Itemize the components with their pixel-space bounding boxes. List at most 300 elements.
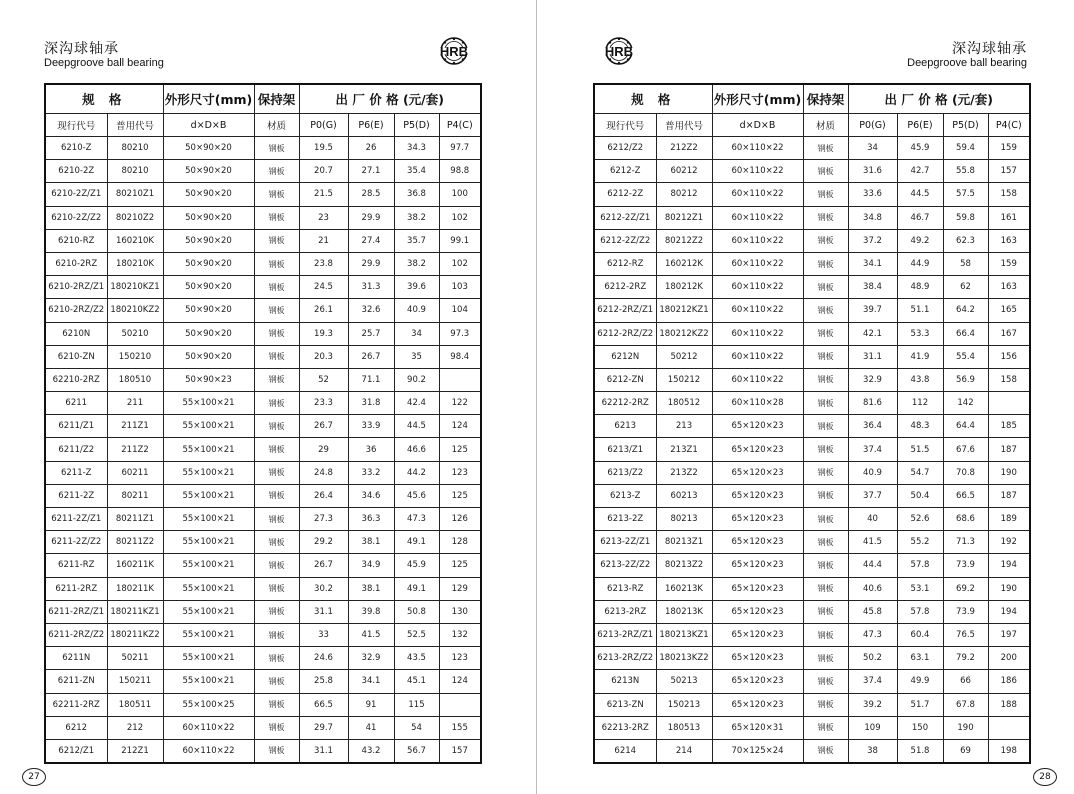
cell-current-code: 6213-2Z/Z1	[594, 531, 656, 554]
table-row	[45, 531, 481, 554]
cell-dimensions: 65×120×31	[712, 716, 803, 739]
table-row	[594, 276, 1030, 299]
cell-dimensions: 60×110×22	[163, 739, 254, 763]
price-table	[44, 83, 482, 764]
cell-p4: 197	[988, 623, 1030, 646]
cell-p6: 26	[348, 137, 394, 160]
table-row	[594, 693, 1030, 716]
col-p4: P4(C)	[439, 114, 481, 137]
page-title-cn: 深沟球轴承	[44, 41, 119, 57]
table-row	[594, 322, 1030, 345]
cell-dimensions: 60×110×22	[712, 229, 803, 252]
cell-current-code: 6212N	[594, 345, 656, 368]
table-row	[45, 345, 481, 368]
cell-p5: 34.3	[394, 137, 439, 160]
cell-common-code: 213Z2	[656, 461, 712, 484]
cell-dimensions: 55×100×21	[163, 438, 254, 461]
col-common-code: 普用代号	[656, 114, 712, 137]
cell-p4: 159	[988, 252, 1030, 275]
cell-p5: 36.8	[394, 183, 439, 206]
cell-material: 钢板	[254, 252, 299, 275]
cell-dimensions: 65×120×23	[712, 508, 803, 531]
cell-dimensions: 60×110×22	[712, 183, 803, 206]
header-price: 出 厂 价 格 (元/套)	[299, 84, 481, 114]
col-dimensions: d×D×B	[712, 114, 803, 137]
cell-p6: 33.9	[348, 415, 394, 438]
cell-current-code: 6213-2RZ/Z2	[594, 647, 656, 670]
cell-p0: 37.2	[848, 229, 897, 252]
cell-p0: 34	[848, 137, 897, 160]
cell-p5: 55.8	[943, 160, 988, 183]
cell-p6: 45.9	[897, 137, 943, 160]
cell-p6: 43.2	[348, 739, 394, 763]
table-row	[594, 600, 1030, 623]
cell-p4: 98.8	[439, 160, 481, 183]
cell-common-code: 211	[107, 392, 163, 415]
cell-common-code: 214	[656, 739, 712, 763]
table-row	[45, 484, 481, 507]
cell-current-code: 6213/Z2	[594, 461, 656, 484]
cell-common-code: 211Z1	[107, 415, 163, 438]
cell-p4: 128	[439, 531, 481, 554]
table-row	[594, 670, 1030, 693]
cell-p0: 39.7	[848, 299, 897, 322]
cell-p4	[988, 716, 1030, 739]
cell-material: 钢板	[803, 229, 848, 252]
cell-dimensions: 65×120×23	[712, 554, 803, 577]
cell-material: 钢板	[803, 252, 848, 275]
cell-p6: 39.8	[348, 600, 394, 623]
page-title-en: Deepgroove ball bearing	[44, 57, 164, 69]
cell-p4: 186	[988, 670, 1030, 693]
cell-p6: 60.4	[897, 623, 943, 646]
cell-p5: 56.7	[394, 739, 439, 763]
table-row	[45, 670, 481, 693]
col-material: 材质	[254, 114, 299, 137]
table-row	[594, 183, 1030, 206]
cell-p4: 100	[439, 183, 481, 206]
cell-p0: 66.5	[299, 693, 348, 716]
cell-material: 钢板	[254, 392, 299, 415]
cell-p0: 20.7	[299, 160, 348, 183]
table-row	[594, 438, 1030, 461]
cell-p0: 40.6	[848, 577, 897, 600]
col-current-code: 现行代号	[594, 114, 656, 137]
cell-p5: 54	[394, 716, 439, 739]
cell-p0: 37.4	[848, 438, 897, 461]
cell-p6: 43.8	[897, 368, 943, 391]
cell-p5: 40.9	[394, 299, 439, 322]
cell-p0: 44.4	[848, 554, 897, 577]
cell-common-code: 80210Z1	[107, 183, 163, 206]
header-dims: 外形尺寸(mm)	[163, 84, 254, 114]
cell-p6: 34.1	[348, 670, 394, 693]
cell-material: 钢板	[803, 438, 848, 461]
cell-current-code: 6210-2RZ/Z1	[45, 276, 107, 299]
cell-common-code: 150213	[656, 693, 712, 716]
cell-dimensions: 50×90×20	[163, 276, 254, 299]
cell-dimensions: 60×110×22	[163, 716, 254, 739]
cell-p0: 26.1	[299, 299, 348, 322]
cell-dimensions: 50×90×20	[163, 252, 254, 275]
cell-p4: 123	[439, 461, 481, 484]
cell-p6: 150	[897, 716, 943, 739]
col-p0: P0(G)	[299, 114, 348, 137]
cell-common-code: 180211KZ2	[107, 623, 163, 646]
cell-dimensions: 55×100×21	[163, 531, 254, 554]
cell-common-code: 80213	[656, 508, 712, 531]
cell-p0: 41.5	[848, 531, 897, 554]
cell-p0: 32.9	[848, 368, 897, 391]
cell-material: 钢板	[254, 137, 299, 160]
cell-p6: 53.1	[897, 577, 943, 600]
cell-dimensions: 55×100×21	[163, 623, 254, 646]
cell-p0: 19.5	[299, 137, 348, 160]
cell-common-code: 150211	[107, 670, 163, 693]
cell-p4: 187	[988, 438, 1030, 461]
cell-p5: 73.9	[943, 600, 988, 623]
cell-p0: 24.8	[299, 461, 348, 484]
cell-current-code: 62210-2RZ	[45, 368, 107, 391]
cell-common-code: 150210	[107, 345, 163, 368]
cell-dimensions: 50×90×20	[163, 299, 254, 322]
cell-p5: 45.1	[394, 670, 439, 693]
cell-p6: 42.7	[897, 160, 943, 183]
cell-dimensions: 65×120×23	[712, 577, 803, 600]
cell-dimensions: 55×100×21	[163, 577, 254, 600]
table-row	[45, 322, 481, 345]
cell-material: 钢板	[803, 160, 848, 183]
cell-current-code: 6210-2Z/Z1	[45, 183, 107, 206]
table-row	[45, 183, 481, 206]
table-row	[45, 461, 481, 484]
cell-current-code: 6211-Z	[45, 461, 107, 484]
page-number: 28	[1033, 768, 1057, 786]
cell-material: 钢板	[254, 322, 299, 345]
cell-current-code: 6212	[45, 716, 107, 739]
page-number: 27	[22, 768, 46, 786]
cell-p0: 29.7	[299, 716, 348, 739]
cell-p0: 29.2	[299, 531, 348, 554]
cell-p0: 40.9	[848, 461, 897, 484]
cell-dimensions: 65×120×23	[712, 415, 803, 438]
cell-current-code: 6211/Z2	[45, 438, 107, 461]
cell-p4: 124	[439, 415, 481, 438]
cell-dimensions: 55×100×21	[163, 484, 254, 507]
cell-dimensions: 60×110×22	[712, 345, 803, 368]
cell-common-code: 180212K	[656, 276, 712, 299]
cell-common-code: 50212	[656, 345, 712, 368]
cell-current-code: 6213-2Z	[594, 508, 656, 531]
cell-p5: 59.4	[943, 137, 988, 160]
cell-p6: 51.1	[897, 299, 943, 322]
cell-current-code: 6211/Z1	[45, 415, 107, 438]
cell-p6: 44.9	[897, 252, 943, 275]
col-p4: P4(C)	[988, 114, 1030, 137]
cell-p5: 62.3	[943, 229, 988, 252]
cell-dimensions: 50×90×20	[163, 322, 254, 345]
cell-common-code: 80210	[107, 160, 163, 183]
cell-current-code: 6211-2Z/Z2	[45, 531, 107, 554]
cell-p6: 91	[348, 693, 394, 716]
cell-p6: 26.7	[348, 345, 394, 368]
cell-p4: 163	[988, 229, 1030, 252]
cell-p6: 53.3	[897, 322, 943, 345]
hrb-logo-icon	[595, 36, 643, 66]
cell-current-code: 62211-2RZ	[45, 693, 107, 716]
cell-material: 钢板	[254, 531, 299, 554]
cell-p6: 32.9	[348, 647, 394, 670]
cell-dimensions: 65×120×23	[712, 693, 803, 716]
cell-p5: 70.8	[943, 461, 988, 484]
cell-p6: 50.4	[897, 484, 943, 507]
cell-p0: 36.4	[848, 415, 897, 438]
table-row	[594, 647, 1030, 670]
cell-p0: 23.8	[299, 252, 348, 275]
cell-p5: 55.4	[943, 345, 988, 368]
cell-p5: 45.6	[394, 484, 439, 507]
cell-current-code: 6210-2Z	[45, 160, 107, 183]
table-row	[45, 392, 481, 415]
cell-current-code: 6211-2RZ/Z2	[45, 623, 107, 646]
cell-p4: 194	[988, 554, 1030, 577]
cell-p0: 24.5	[299, 276, 348, 299]
cell-current-code: 6210-Z	[45, 137, 107, 160]
cell-current-code: 6210-2RZ/Z2	[45, 299, 107, 322]
cell-common-code: 180513	[656, 716, 712, 739]
cell-current-code: 6212-2RZ/Z1	[594, 299, 656, 322]
cell-p5: 190	[943, 716, 988, 739]
cell-p0: 30.2	[299, 577, 348, 600]
col-p5: P5(D)	[943, 114, 988, 137]
cell-common-code: 212Z2	[656, 137, 712, 160]
cell-material: 钢板	[254, 508, 299, 531]
cell-p5: 52.5	[394, 623, 439, 646]
cell-p4: 125	[439, 438, 481, 461]
cell-p5: 50.8	[394, 600, 439, 623]
cell-p0: 34.8	[848, 206, 897, 229]
cell-p6: 46.7	[897, 206, 943, 229]
cell-dimensions: 55×100×21	[163, 415, 254, 438]
cell-dimensions: 55×100×25	[163, 693, 254, 716]
cell-dimensions: 60×110×22	[712, 299, 803, 322]
cell-p5: 45.9	[394, 554, 439, 577]
cell-material: 钢板	[254, 368, 299, 391]
cell-p5: 66	[943, 670, 988, 693]
cell-p4: 125	[439, 484, 481, 507]
cell-common-code: 160211K	[107, 554, 163, 577]
cell-dimensions: 60×110×22	[712, 368, 803, 391]
cell-common-code: 50210	[107, 322, 163, 345]
cell-p4: 157	[988, 160, 1030, 183]
cell-p6: 71.1	[348, 368, 394, 391]
cell-p5: 35.4	[394, 160, 439, 183]
cell-p0: 40	[848, 508, 897, 531]
cell-common-code: 50211	[107, 647, 163, 670]
table-row	[594, 415, 1030, 438]
cell-material: 钢板	[803, 647, 848, 670]
cell-p0: 109	[848, 716, 897, 739]
col-common-code: 普用代号	[107, 114, 163, 137]
cell-p0: 52	[299, 368, 348, 391]
cell-dimensions: 60×110×22	[712, 252, 803, 275]
cell-common-code: 213	[656, 415, 712, 438]
cell-p4: 187	[988, 484, 1030, 507]
table-row	[594, 252, 1030, 275]
table-row	[45, 693, 481, 716]
col-material: 材质	[803, 114, 848, 137]
cell-material: 钢板	[803, 554, 848, 577]
cell-p5: 79.2	[943, 647, 988, 670]
cell-dimensions: 60×110×22	[712, 206, 803, 229]
cell-p6: 57.8	[897, 600, 943, 623]
cell-p5: 66.5	[943, 484, 988, 507]
cell-p4: 190	[988, 461, 1030, 484]
cell-common-code: 160212K	[656, 252, 712, 275]
cell-material: 钢板	[803, 716, 848, 739]
cell-material: 钢板	[254, 577, 299, 600]
table-row	[45, 554, 481, 577]
cell-current-code: 6213-Z	[594, 484, 656, 507]
cell-material: 钢板	[254, 345, 299, 368]
cell-p6: 49.2	[897, 229, 943, 252]
cell-p0: 31.1	[848, 345, 897, 368]
cell-common-code: 80212	[656, 183, 712, 206]
cell-common-code: 80212Z1	[656, 206, 712, 229]
table-row	[45, 508, 481, 531]
cell-dimensions: 50×90×20	[163, 229, 254, 252]
cell-common-code: 180511	[107, 693, 163, 716]
cell-current-code: 6211-2RZ/Z1	[45, 600, 107, 623]
cell-p4: 194	[988, 600, 1030, 623]
cell-p6: 36	[348, 438, 394, 461]
cell-p5: 76.5	[943, 623, 988, 646]
cell-common-code: 212Z1	[107, 739, 163, 763]
cell-material: 钢板	[803, 392, 848, 415]
table-row	[594, 531, 1030, 554]
cell-dimensions: 70×125×24	[712, 739, 803, 763]
table-row	[594, 229, 1030, 252]
cell-p6: 41.9	[897, 345, 943, 368]
cell-p5: 39.6	[394, 276, 439, 299]
cell-current-code: 6211	[45, 392, 107, 415]
cell-common-code: 80210	[107, 137, 163, 160]
cell-material: 钢板	[803, 461, 848, 484]
table-row	[45, 647, 481, 670]
col-p6: P6(E)	[348, 114, 394, 137]
cell-common-code: 80211Z1	[107, 508, 163, 531]
cell-dimensions: 60×110×22	[712, 137, 803, 160]
cell-p0: 26.7	[299, 554, 348, 577]
cell-p5: 38.2	[394, 206, 439, 229]
cell-p6: 49.9	[897, 670, 943, 693]
cell-p4: 99.1	[439, 229, 481, 252]
cell-p4	[988, 392, 1030, 415]
cell-p0: 27.3	[299, 508, 348, 531]
page-title-en: Deepgroove ball bearing	[907, 57, 1027, 69]
cell-material: 钢板	[803, 276, 848, 299]
cell-common-code: 80211	[107, 484, 163, 507]
cell-dimensions: 55×100×21	[163, 647, 254, 670]
cell-common-code: 180512	[656, 392, 712, 415]
cell-p5: 73.9	[943, 554, 988, 577]
cell-current-code: 6212-2RZ	[594, 276, 656, 299]
cell-dimensions: 55×100×21	[163, 600, 254, 623]
cell-dimensions: 50×90×20	[163, 137, 254, 160]
cell-common-code: 60212	[656, 160, 712, 183]
cell-p5: 42.4	[394, 392, 439, 415]
cell-p4: 157	[439, 739, 481, 763]
cell-current-code: 6212-2Z/Z2	[594, 229, 656, 252]
cell-p6: 51.5	[897, 438, 943, 461]
cell-common-code: 180213K	[656, 600, 712, 623]
cell-p5: 67.8	[943, 693, 988, 716]
table-row	[45, 415, 481, 438]
cell-p4: 167	[988, 322, 1030, 345]
table-row	[594, 299, 1030, 322]
cell-current-code: 6213-2RZ	[594, 600, 656, 623]
cell-current-code: 6211-2Z	[45, 484, 107, 507]
cell-material: 钢板	[803, 415, 848, 438]
cell-p4: 132	[439, 623, 481, 646]
cell-material: 钢板	[803, 508, 848, 531]
cell-dimensions: 55×100×21	[163, 670, 254, 693]
cell-p5: 49.1	[394, 531, 439, 554]
cell-p0: 23	[299, 206, 348, 229]
cell-current-code: 6211-ZN	[45, 670, 107, 693]
cell-p6: 55.2	[897, 531, 943, 554]
cell-dimensions: 65×120×23	[712, 647, 803, 670]
table-row	[45, 739, 481, 763]
cell-current-code: 6212-2RZ/Z2	[594, 322, 656, 345]
cell-dimensions: 55×100×21	[163, 461, 254, 484]
cell-p6: 31.3	[348, 276, 394, 299]
cell-p6: 44.5	[897, 183, 943, 206]
cell-current-code: 62213-2RZ	[594, 716, 656, 739]
cell-p4: 125	[439, 554, 481, 577]
cell-material: 钢板	[803, 137, 848, 160]
table-row	[45, 623, 481, 646]
cell-p5: 49.1	[394, 577, 439, 600]
cell-current-code: 6213-RZ	[594, 577, 656, 600]
col-dimensions: d×D×B	[163, 114, 254, 137]
col-p5: P5(D)	[394, 114, 439, 137]
table-row	[594, 206, 1030, 229]
cell-material: 钢板	[254, 647, 299, 670]
cell-p4: 123	[439, 647, 481, 670]
cell-material: 钢板	[803, 670, 848, 693]
cell-material: 钢板	[254, 670, 299, 693]
cell-p5: 58	[943, 252, 988, 275]
cell-material: 钢板	[803, 322, 848, 345]
cell-common-code: 180510	[107, 368, 163, 391]
cell-common-code: 150212	[656, 368, 712, 391]
cell-p4: 189	[988, 508, 1030, 531]
header-cage: 保持架	[803, 84, 848, 114]
cell-material: 钢板	[254, 160, 299, 183]
cell-current-code: 6213-2Z/Z2	[594, 554, 656, 577]
cell-p5: 59.8	[943, 206, 988, 229]
cell-p4: 161	[988, 206, 1030, 229]
header-spec: 规 格	[45, 84, 163, 114]
cell-current-code: 6210-2Z/Z2	[45, 206, 107, 229]
table-body	[45, 137, 481, 764]
cell-p0: 47.3	[848, 623, 897, 646]
cell-p5: 142	[943, 392, 988, 415]
table-row	[594, 484, 1030, 507]
cell-p5: 66.4	[943, 322, 988, 345]
table-row	[45, 276, 481, 299]
